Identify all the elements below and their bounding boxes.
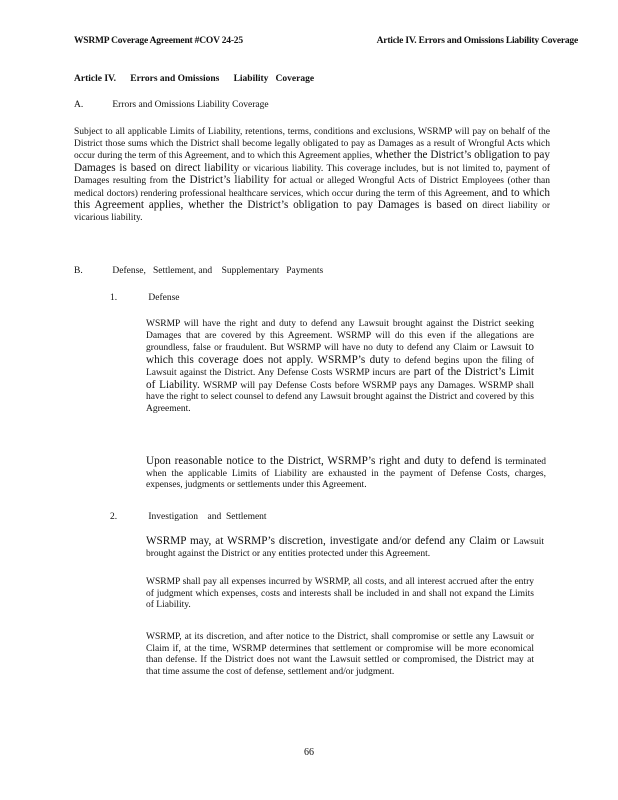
subsection-1-heading	[110, 293, 180, 303]
subsection-2-heading	[110, 512, 267, 522]
section-b-number: B.	[74, 266, 83, 276]
defense-termination-text-2: terminated when the applicable Limits of Liability are exhausted in the payment of Defense Costs, charges, expenses, judgments or settlements under this Agreement.	[146, 457, 546, 490]
subsection-2-number: 2.	[110, 512, 118, 522]
investigation-settle-text: WSRMP, at its discretion, and after notice to the District, shall compromise or settle any Lawsuit or Claim if, at the time, WSRMP determines that settlement or compromise will be more economical than defense. If the District does not want the Lawsuit settled or compromised, the District may at that time assume the cost of defense, settlement and/or judgment.	[146, 632, 534, 677]
defense-text-1: WSRMP will have the right and duty to defend any Lawsuit brought against the District seeking Damages that are covered by this Agreement. WSRMP will do this even if the allegations are groundless, false or fraudulent. But WSRMP will have no duty to defend any Claim or Lawsuit	[146, 319, 534, 353]
defense-paragraph-2	[146, 456, 546, 492]
defense-text-5: WSRMP will pay Defense Costs before WSRMP pays any Damages. WSRMP shall have the right to select counsel to defend any Lawsuit brought against the District and covered by this Agreement.	[146, 380, 534, 414]
section-a-text-6: and to which this Agreement applies, whether the District’s obligation to pay Damages is based on	[74, 186, 550, 211]
page-number: 66	[304, 747, 314, 758]
section-b-heading	[74, 266, 323, 276]
investigation-text-2: Lawsuit brought against the District or any entities protected under this Agreement.	[146, 537, 544, 559]
defense-paragraph-1	[146, 319, 534, 415]
section-a-text-4: the District’s liability for	[168, 174, 287, 186]
defense-text-3: to defend begins upon the filing of Lawsuit against the District. Any Defense Costs WSRMP incurs are	[146, 355, 534, 378]
header-right: Article IV. Errors and Omissions Liability Coverage	[376, 36, 578, 46]
subsection-1-number: 1.	[110, 293, 118, 303]
investigation-paragraph-3	[146, 632, 534, 678]
section-a-heading	[74, 100, 269, 110]
defense-text-2: to which this coverage does not apply. WSRMP’s duty	[146, 341, 534, 366]
section-a-text-5: actual or alleged Wrongful Acts of District Employees (other than medical doctors) rendering professional healthcare services, which occur during the term of this Agreement,	[74, 176, 550, 199]
investigation-expenses-text: WSRMP shall pay all expenses incurred by WSRMP, all costs, and all interest accrued after the entry of judgment which expenses, costs and interests shall be included in and shall not expand the Limits of Liability.	[146, 577, 534, 610]
section-a-text-3: or vicarious liability. This coverage includes, but is not limited to, payment of Damages resulting from	[74, 163, 550, 186]
subsection-2-title: Investigation and Settlement	[148, 512, 267, 522]
running-header	[74, 36, 578, 46]
defense-text-4: part of the District’s Limit of Liability.	[146, 366, 534, 391]
defense-termination-text-1: Upon reasonable notice to the District, WSRMP’s right and duty to defend is	[146, 455, 502, 467]
investigation-paragraph-2	[146, 577, 534, 612]
section-a-text-7: direct liability or vicarious liability.	[74, 201, 551, 223]
investigation-paragraph-1	[146, 536, 544, 560]
section-a-text-2: whether the District’s obligation to pay Damages is based on direct liability	[74, 149, 550, 174]
section-a-paragraph	[74, 127, 550, 224]
subsection-1-title: Defense	[148, 293, 180, 303]
article-title: Article IV. Errors and Omissions Liability Coverage	[74, 74, 315, 84]
section-b-title: Defense, Settlement, and Supplementary Payments	[112, 266, 324, 276]
investigation-text-1: WSRMP may, at WSRMP’s discretion, investigate and/or defend any Claim or	[146, 535, 510, 547]
section-a-text-1: Subject to all applicable Limits of Liability, retentions, terms, conditions and exclusions, WSRMP will pay on behalf of the District those sums which the District shall become legally obligated to pay as Damages as a result of Wrongful Acts which occur during the term of this Agreement, and to which this Agreement applies,	[74, 127, 550, 161]
section-a-title: Errors and Omissions Liability Coverage	[112, 100, 269, 110]
section-a-number: A.	[74, 100, 84, 110]
header-left: WSRMP Coverage Agreement #COV 24-25	[74, 36, 243, 46]
